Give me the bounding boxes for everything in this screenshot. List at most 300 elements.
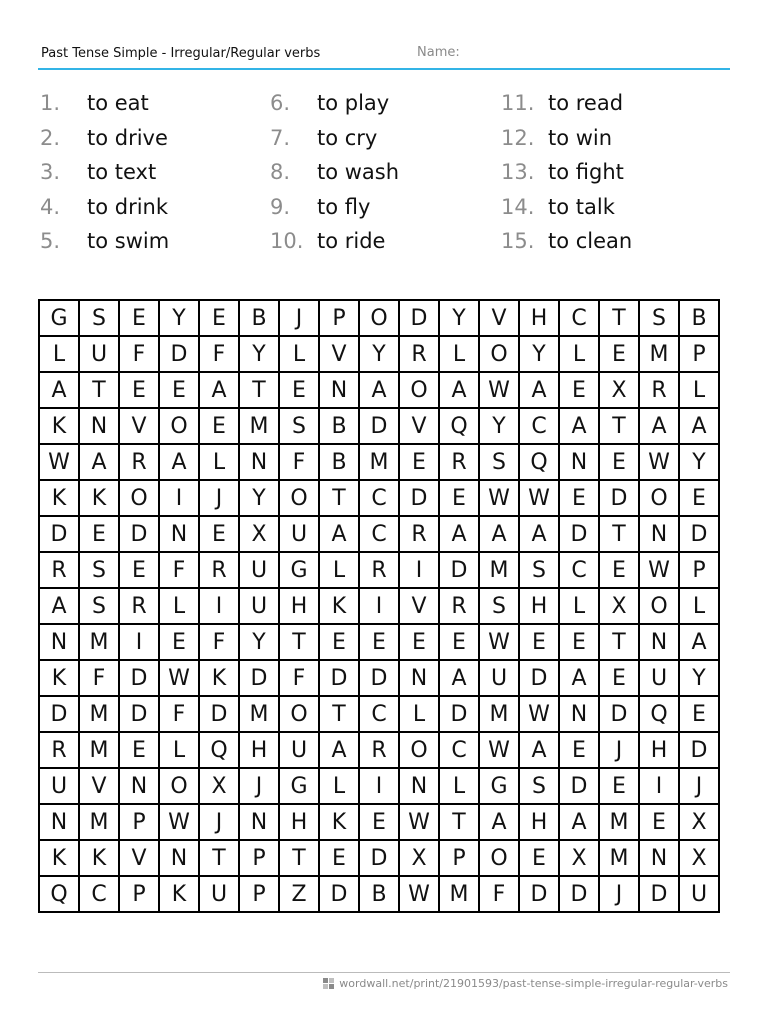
grid-cell: T: [279, 624, 319, 660]
grid-cell: O: [159, 768, 199, 804]
word-text: to eat: [87, 91, 149, 115]
grid-row: [39, 588, 719, 624]
grid-cell: E: [399, 444, 439, 480]
grid-cell: Y: [439, 300, 479, 336]
grid-cell: O: [279, 696, 319, 732]
word-number: 3.: [40, 160, 61, 184]
grid-cell: E: [599, 660, 639, 696]
grid-cell: K: [319, 588, 359, 624]
grid-cell: L: [39, 336, 79, 372]
grid-cell: E: [439, 624, 479, 660]
grid-cell: K: [39, 840, 79, 876]
grid-cell: C: [559, 300, 599, 336]
grid-row: [39, 768, 719, 804]
word-item: [270, 224, 399, 259]
grid-cell: C: [79, 876, 119, 912]
grid-cell: M: [479, 696, 519, 732]
grid-cell: D: [439, 552, 479, 588]
grid-cell: A: [319, 516, 359, 552]
grid-cell: D: [319, 660, 359, 696]
grid-cell: O: [119, 480, 159, 516]
grid-cell: E: [119, 732, 159, 768]
word-text: to fight: [548, 160, 624, 184]
grid-cell: J: [599, 732, 639, 768]
grid-cell: D: [39, 516, 79, 552]
grid-cell: A: [479, 516, 519, 552]
grid-cell: F: [479, 876, 519, 912]
grid-row: [39, 372, 719, 408]
grid-cell: W: [479, 624, 519, 660]
grid-cell: C: [359, 480, 399, 516]
grid-cell: U: [199, 876, 239, 912]
word-item: [501, 155, 632, 190]
grid-cell: G: [279, 552, 319, 588]
grid-cell: K: [39, 480, 79, 516]
grid-cell: D: [599, 480, 639, 516]
grid-row: [39, 300, 719, 336]
word-text: to win: [548, 125, 613, 150]
grid-cell: T: [79, 372, 119, 408]
grid-cell: A: [439, 372, 479, 408]
grid-cell: H: [519, 300, 559, 336]
word-text: to drink: [87, 194, 169, 219]
grid-cell: O: [359, 300, 399, 336]
grid-cell: C: [559, 552, 599, 588]
grid-cell: L: [279, 336, 319, 372]
grid-cell: E: [119, 552, 159, 588]
grid-cell: D: [359, 660, 399, 696]
grid-cell: E: [279, 372, 319, 408]
grid-cell: D: [119, 696, 159, 732]
grid-cell: M: [79, 696, 119, 732]
grid-cell: T: [199, 840, 239, 876]
grid-cell: S: [519, 768, 559, 804]
word-number: 7.: [270, 125, 291, 150]
word-column: [40, 86, 169, 259]
word-number: 6.: [270, 91, 291, 115]
grid-cell: R: [199, 552, 239, 588]
grid-cell: P: [119, 876, 159, 912]
grid-cell: J: [199, 480, 239, 516]
word-item: [501, 190, 632, 225]
grid-cell: E: [319, 624, 359, 660]
grid-cell: T: [439, 804, 479, 840]
grid-cell: W: [479, 480, 519, 516]
grid-cell: R: [119, 588, 159, 624]
grid-cell: I: [359, 588, 399, 624]
word-item: [501, 224, 632, 259]
grid-cell: P: [239, 876, 279, 912]
worksheet-header: [38, 40, 730, 70]
grid-cell: X: [679, 840, 719, 876]
grid-cell: X: [599, 588, 639, 624]
grid-cell: L: [679, 588, 719, 624]
grid-cell: R: [119, 444, 159, 480]
word-item: [501, 121, 632, 156]
word-text: to cry: [317, 125, 378, 150]
grid-cell: U: [279, 516, 319, 552]
grid-cell: U: [479, 660, 519, 696]
grid-cell: R: [39, 732, 79, 768]
grid-cell: L: [559, 336, 599, 372]
grid-cell: D: [39, 696, 79, 732]
grid-cell: N: [399, 660, 439, 696]
grid-cell: J: [679, 768, 719, 804]
grid-cell: P: [119, 804, 159, 840]
grid-cell: D: [559, 876, 599, 912]
grid-cell: Y: [239, 336, 279, 372]
grid-cell: F: [119, 336, 159, 372]
grid-cell: G: [479, 768, 519, 804]
grid-cell: W: [479, 372, 519, 408]
grid-cell: N: [319, 372, 359, 408]
grid-cell: D: [359, 408, 399, 444]
grid-cell: D: [119, 660, 159, 696]
grid-row: [39, 516, 719, 552]
grid-cell: E: [79, 516, 119, 552]
grid-cell: B: [319, 408, 359, 444]
word-number: 9.: [270, 194, 291, 219]
grid-row: [39, 840, 719, 876]
grid-cell: D: [359, 840, 399, 876]
grid-cell: G: [279, 768, 319, 804]
grid-cell: F: [79, 660, 119, 696]
grid-cell: A: [439, 660, 479, 696]
grid-cell: E: [559, 624, 599, 660]
grid-cell: U: [679, 876, 719, 912]
grid-cell: L: [679, 372, 719, 408]
grid-cell: O: [479, 840, 519, 876]
grid-cell: V: [319, 336, 359, 372]
grid-cell: Q: [639, 696, 679, 732]
grid-cell: O: [479, 336, 519, 372]
grid-cell: S: [479, 588, 519, 624]
grid-cell: W: [519, 480, 559, 516]
grid-cell: S: [279, 408, 319, 444]
grid-cell: D: [439, 696, 479, 732]
grid-cell: W: [39, 444, 79, 480]
grid-cell: H: [519, 804, 559, 840]
word-item: [40, 121, 169, 156]
grid-cell: A: [519, 516, 559, 552]
grid-cell: V: [399, 588, 439, 624]
grid-cell: R: [359, 552, 399, 588]
grid-cell: U: [279, 732, 319, 768]
grid-cell: D: [239, 660, 279, 696]
grid-cell: Q: [519, 444, 559, 480]
grid-cell: A: [679, 408, 719, 444]
grid-cell: C: [439, 732, 479, 768]
grid-cell: E: [639, 804, 679, 840]
grid-cell: S: [479, 444, 519, 480]
grid-cell: F: [279, 444, 319, 480]
word-item: [270, 86, 399, 121]
grid-cell: D: [639, 876, 679, 912]
grid-cell: E: [599, 552, 639, 588]
grid-cell: P: [319, 300, 359, 336]
grid-cell: N: [239, 444, 279, 480]
grid-cell: X: [239, 516, 279, 552]
word-text: to read: [548, 91, 624, 115]
word-column: [501, 86, 632, 259]
grid-cell: D: [319, 876, 359, 912]
grid-row: [39, 732, 719, 768]
grid-cell: H: [239, 732, 279, 768]
word-number: 14.: [501, 194, 535, 219]
grid-cell: W: [519, 696, 559, 732]
grid-row: [39, 336, 719, 372]
word-item: [270, 121, 399, 156]
word-search-grid: [38, 299, 720, 913]
grid-cell: E: [199, 408, 239, 444]
grid-cell: E: [559, 372, 599, 408]
grid-cell: M: [239, 408, 279, 444]
word-number: 2.: [40, 125, 61, 150]
grid-cell: P: [679, 552, 719, 588]
grid-cell: F: [199, 336, 239, 372]
grid-cell: X: [559, 840, 599, 876]
grid-row: [39, 624, 719, 660]
grid-cell: F: [279, 660, 319, 696]
grid-cell: I: [119, 624, 159, 660]
grid-cell: N: [159, 516, 199, 552]
grid-cell: A: [39, 588, 79, 624]
grid-cell: Y: [239, 480, 279, 516]
grid-cell: N: [639, 840, 679, 876]
word-number: 5.: [40, 229, 61, 253]
word-number: 4.: [40, 194, 61, 219]
grid-cell: B: [319, 444, 359, 480]
word-item: [40, 155, 169, 190]
grid-cell: E: [159, 624, 199, 660]
word-number: 15.: [501, 229, 535, 253]
grid-cell: C: [359, 516, 399, 552]
grid-cell: A: [559, 660, 599, 696]
grid-cell: N: [119, 768, 159, 804]
grid-cell: A: [479, 804, 519, 840]
grid-cell: A: [559, 408, 599, 444]
grid-cell: U: [239, 588, 279, 624]
grid-cell: A: [359, 372, 399, 408]
grid-cell: I: [639, 768, 679, 804]
grid-cell: T: [319, 696, 359, 732]
grid-cell: S: [639, 300, 679, 336]
grid-cell: C: [359, 696, 399, 732]
grid-cell: J: [199, 804, 239, 840]
grid-row: [39, 696, 719, 732]
grid-cell: Y: [239, 624, 279, 660]
grid-cell: Y: [359, 336, 399, 372]
grid-cell: E: [119, 372, 159, 408]
grid-cell: R: [439, 588, 479, 624]
grid-cell: X: [599, 372, 639, 408]
grid-cell: E: [519, 624, 559, 660]
grid-cell: X: [199, 768, 239, 804]
grid-cell: M: [79, 624, 119, 660]
grid-cell: L: [159, 732, 199, 768]
word-item: [270, 190, 399, 225]
grid-cell: E: [199, 300, 239, 336]
grid-cell: E: [319, 840, 359, 876]
wordwall-logo-icon: [323, 978, 334, 989]
grid-cell: O: [279, 480, 319, 516]
grid-cell: D: [119, 516, 159, 552]
grid-cell: N: [159, 840, 199, 876]
grid-cell: E: [519, 840, 559, 876]
grid-cell: W: [159, 660, 199, 696]
grid-cell: T: [599, 624, 639, 660]
grid-cell: H: [639, 732, 679, 768]
grid-cell: H: [279, 804, 319, 840]
grid-cell: W: [479, 732, 519, 768]
grid-cell: K: [199, 660, 239, 696]
grid-cell: D: [519, 876, 559, 912]
grid-cell: E: [599, 768, 639, 804]
grid-cell: R: [399, 516, 439, 552]
word-number: 12.: [501, 125, 535, 150]
grid-cell: W: [159, 804, 199, 840]
grid-cell: L: [319, 552, 359, 588]
grid-cell: N: [399, 768, 439, 804]
footer-divider: [38, 972, 730, 973]
grid-cell: B: [679, 300, 719, 336]
grid-cell: T: [239, 372, 279, 408]
grid-cell: K: [319, 804, 359, 840]
grid-cell: T: [599, 300, 639, 336]
word-number: 11.: [501, 91, 535, 115]
grid-cell: I: [159, 480, 199, 516]
word-number: 8.: [270, 160, 291, 184]
grid-cell: D: [559, 768, 599, 804]
grid-cell: W: [639, 552, 679, 588]
word-item: [270, 155, 399, 190]
word-text: to wash: [317, 160, 400, 184]
grid-cell: M: [79, 732, 119, 768]
grid-cell: K: [159, 876, 199, 912]
grid-cell: B: [359, 876, 399, 912]
grid-cell: E: [559, 480, 599, 516]
grid-cell: E: [359, 624, 399, 660]
grid-row: [39, 804, 719, 840]
grid-cell: N: [559, 444, 599, 480]
grid-cell: V: [119, 840, 159, 876]
grid-cell: T: [279, 840, 319, 876]
grid-cell: A: [159, 444, 199, 480]
grid-cell: N: [239, 804, 279, 840]
grid-cell: K: [79, 480, 119, 516]
grid-cell: S: [79, 300, 119, 336]
grid-cell: N: [39, 624, 79, 660]
grid-cell: L: [399, 696, 439, 732]
grid-cell: R: [639, 372, 679, 408]
grid-cell: Q: [439, 408, 479, 444]
grid-cell: F: [159, 552, 199, 588]
grid-cell: U: [239, 552, 279, 588]
grid-cell: A: [559, 804, 599, 840]
word-text: to fly: [317, 194, 371, 219]
grid-cell: X: [679, 804, 719, 840]
grid-cell: O: [639, 480, 679, 516]
worksheet-title: Past Tense Simple - Irregular/Regular verbs: [41, 46, 321, 61]
grid-cell: K: [39, 660, 79, 696]
grid-cell: L: [159, 588, 199, 624]
grid-cell: O: [639, 588, 679, 624]
footer: [323, 977, 728, 990]
grid-row: [39, 480, 719, 516]
grid-cell: V: [479, 300, 519, 336]
grid-cell: T: [599, 516, 639, 552]
grid-cell: D: [679, 732, 719, 768]
grid-row: [39, 408, 719, 444]
grid-cell: Q: [39, 876, 79, 912]
grid-cell: L: [439, 336, 479, 372]
grid-cell: U: [39, 768, 79, 804]
grid-cell: Y: [679, 444, 719, 480]
grid-cell: M: [599, 804, 639, 840]
word-item: [40, 224, 169, 259]
word-column: [270, 86, 399, 259]
grid-cell: E: [159, 372, 199, 408]
grid-cell: T: [319, 480, 359, 516]
grid-row: [39, 876, 719, 912]
grid-cell: D: [199, 696, 239, 732]
grid-cell: A: [39, 372, 79, 408]
grid-cell: M: [639, 336, 679, 372]
grid-cell: R: [439, 444, 479, 480]
word-text: to clean: [548, 229, 633, 253]
grid-cell: I: [359, 768, 399, 804]
grid-cell: X: [399, 840, 439, 876]
grid-cell: P: [239, 840, 279, 876]
grid-cell: E: [359, 804, 399, 840]
grid-cell: U: [79, 336, 119, 372]
grid-cell: J: [599, 876, 639, 912]
grid-cell: T: [599, 408, 639, 444]
grid-cell: O: [159, 408, 199, 444]
grid-cell: L: [559, 588, 599, 624]
word-text: to play: [317, 91, 390, 115]
grid-cell: P: [679, 336, 719, 372]
grid-cell: E: [559, 732, 599, 768]
grid-cell: B: [239, 300, 279, 336]
grid-cell: S: [519, 552, 559, 588]
grid-cell: N: [39, 804, 79, 840]
grid-cell: D: [519, 660, 559, 696]
grid-cell: L: [199, 444, 239, 480]
grid-cell: H: [279, 588, 319, 624]
word-item: [501, 86, 632, 121]
grid-cell: N: [639, 624, 679, 660]
grid-cell: M: [439, 876, 479, 912]
grid-cell: E: [439, 480, 479, 516]
word-number: 1.: [40, 91, 61, 115]
grid-cell: Y: [519, 336, 559, 372]
grid-cell: Z: [279, 876, 319, 912]
grid-cell: J: [279, 300, 319, 336]
word-number: 13.: [501, 160, 535, 184]
grid-cell: U: [639, 660, 679, 696]
grid-cell: A: [439, 516, 479, 552]
word-number: 10.: [270, 229, 304, 253]
grid-cell: N: [79, 408, 119, 444]
word-text: to text: [87, 160, 157, 184]
grid-cell: O: [399, 372, 439, 408]
grid-cell: D: [679, 516, 719, 552]
grid-cell: N: [639, 516, 679, 552]
grid-cell: S: [79, 588, 119, 624]
grid-cell: D: [559, 516, 599, 552]
grid-cell: E: [599, 336, 639, 372]
